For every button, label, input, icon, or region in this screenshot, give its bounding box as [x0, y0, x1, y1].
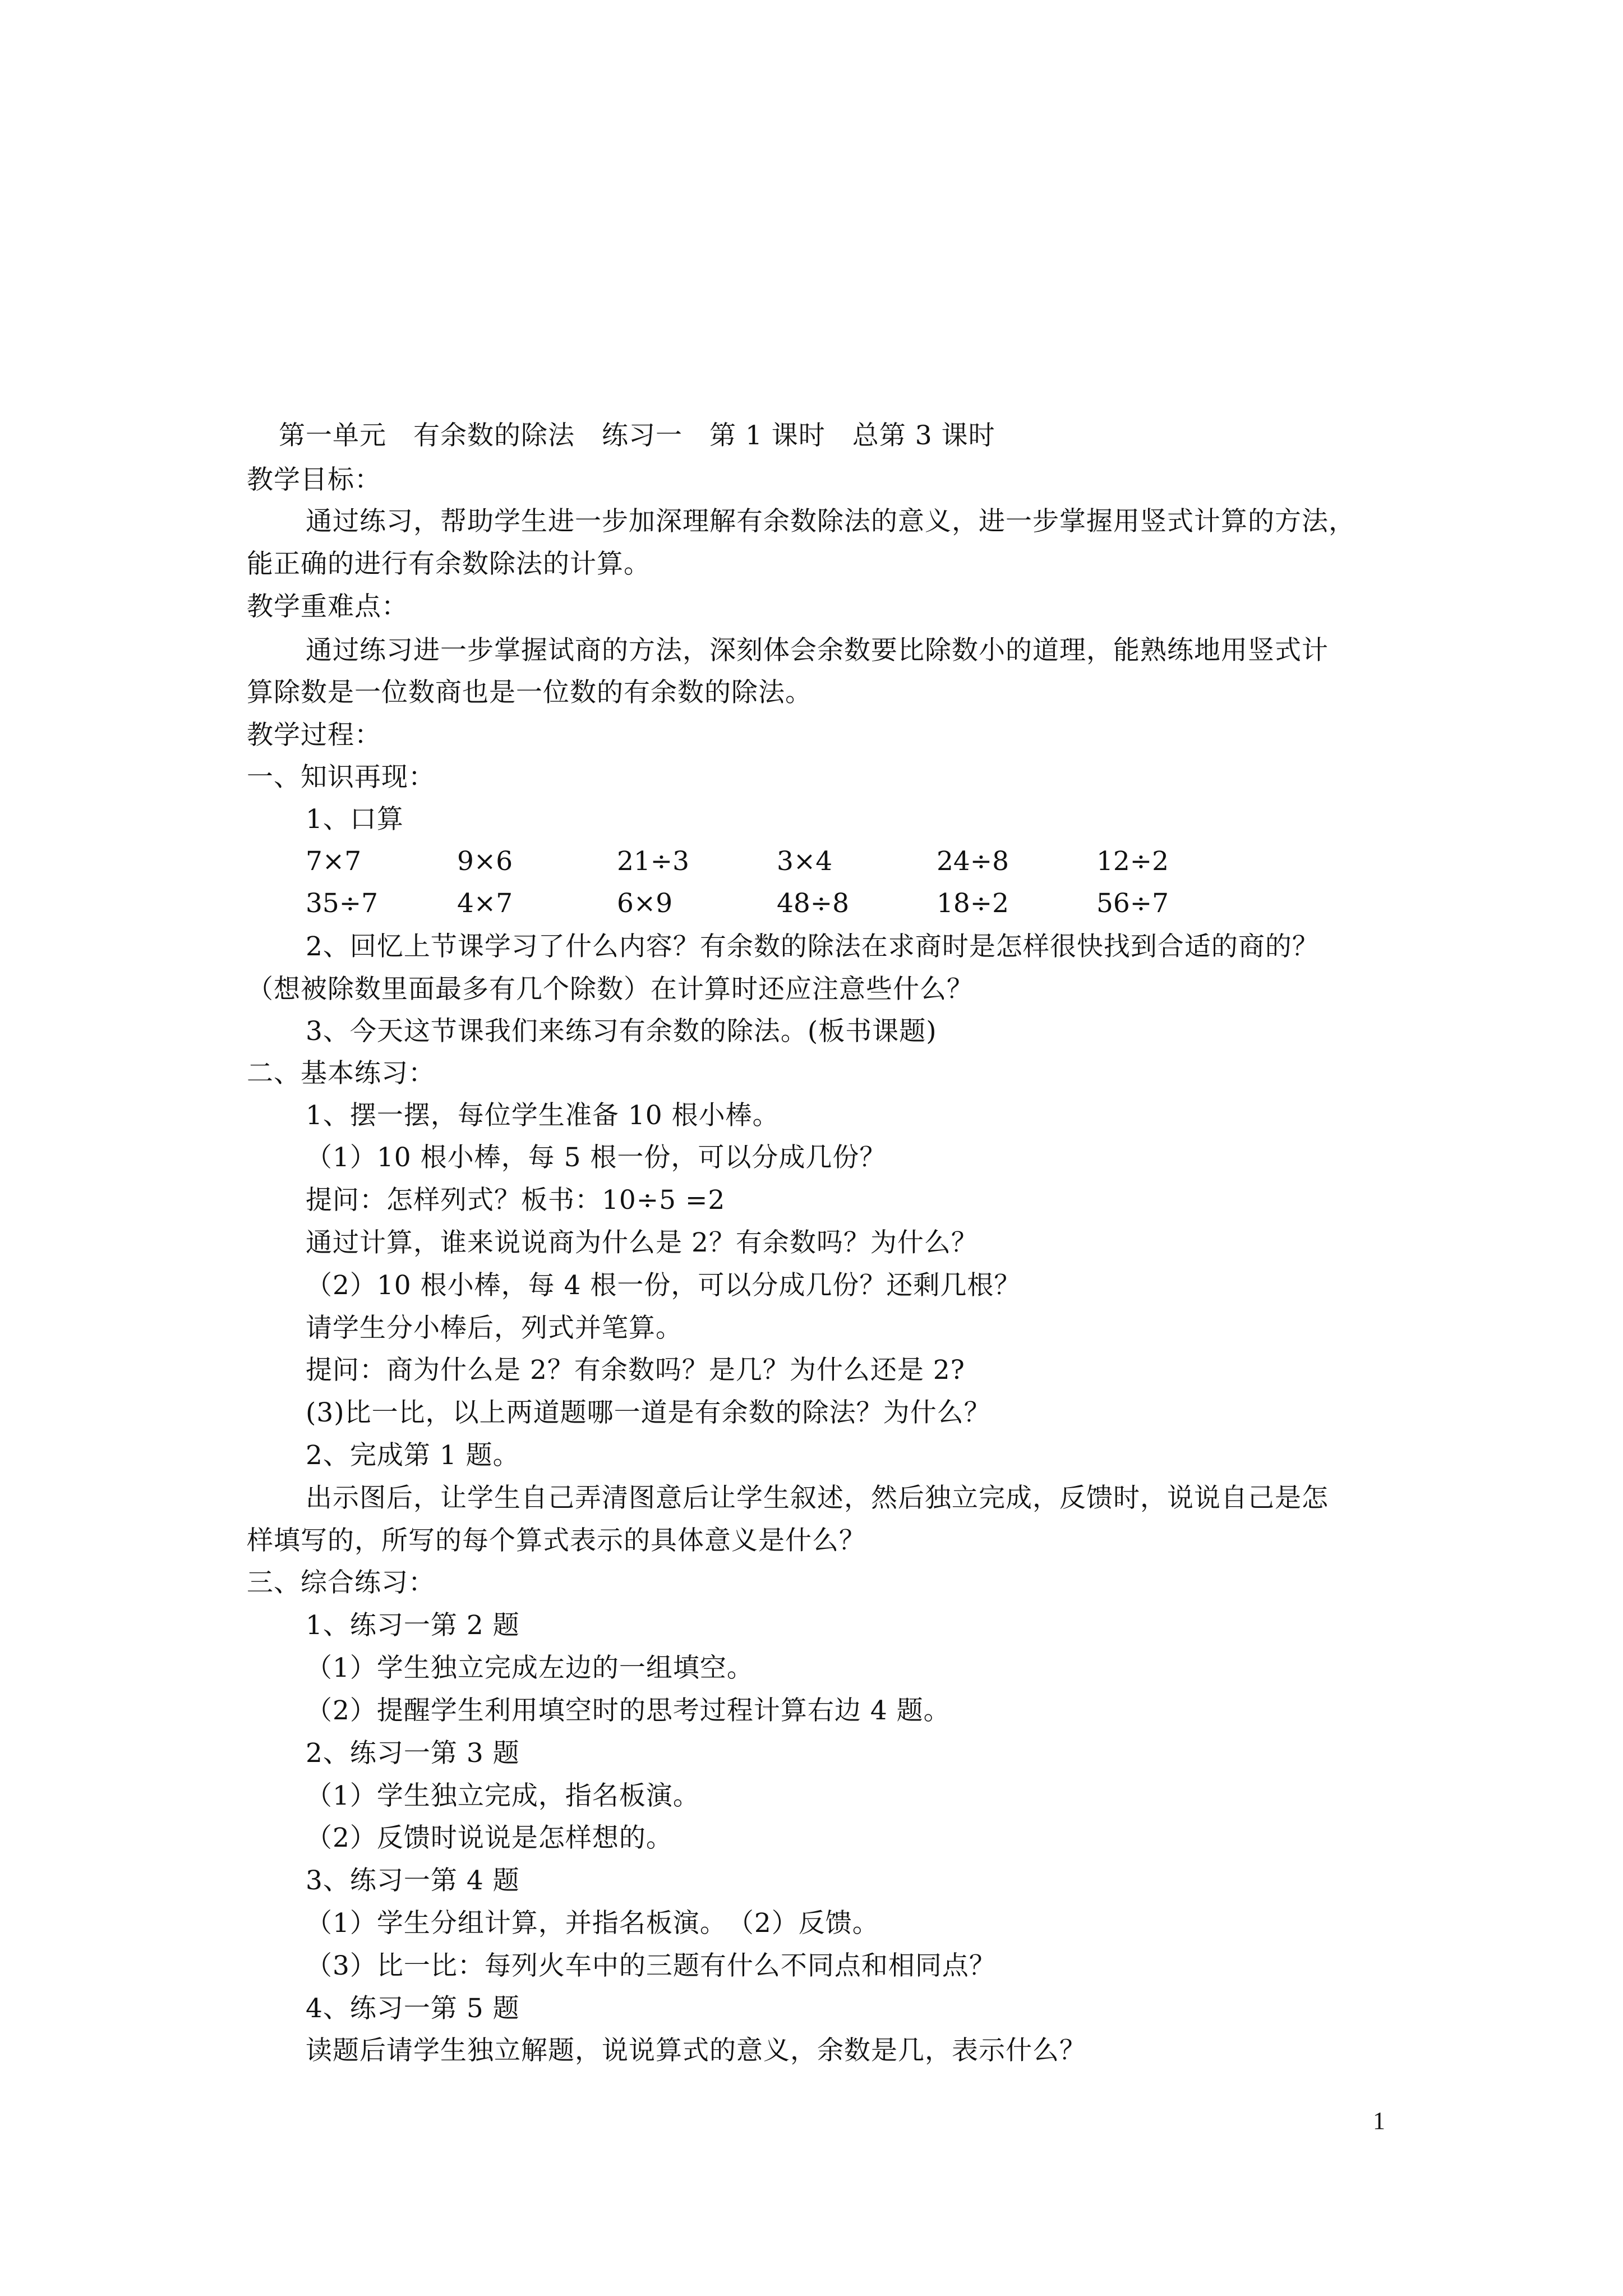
section-2-ask-3: 请学生分小棒后，列式并笔算。 [306, 1313, 683, 1343]
section-2-item-2-text-a: 出示图后，让学生自己弄清图意后让学生叙述，然后独立完成，反馈时，说说自己是怎 [306, 1483, 1329, 1513]
oral-problem: 35÷7 [306, 888, 379, 919]
oral-problem: 6×9 [617, 888, 673, 919]
key-points-heading: 教学重难点： [247, 591, 408, 622]
section-2-item-1: 1、摆一摆，每位学生准备 10 根小棒。 [306, 1100, 780, 1131]
lesson-title: 第一单元 有余数的除法 练习一 第 1 课时 总第 3 课时 [279, 420, 995, 451]
section-1-heading: 一、知识再现： [247, 762, 435, 793]
process-heading: 教学过程： [247, 720, 381, 751]
section-3-item-2a: （1）学生独立完成，指名板演。 [306, 1780, 700, 1811]
section-3-heading: 三、综合练习： [247, 1567, 435, 1598]
oral-problem: 21÷3 [617, 846, 690, 877]
section-3-item-3a: （1）学生分组计算，并指名板演。 （2）反馈。 [306, 1908, 879, 1939]
oral-problem: 24÷8 [937, 846, 1009, 877]
section-2-ask-4: 提问：商为什么是 2？有余数吗？是几？为什么还是 2? [306, 1355, 965, 1386]
section-2-sub-2: （2）10 根小棒，每 4 根一份，可以分成几份？还剩几根？ [306, 1270, 1021, 1301]
section-2-ask-1: 提问：怎样列式？板书：10÷5 =2 [306, 1185, 726, 1216]
section-3-item-1a: （1）学生独立完成左边的一组填空。 [306, 1653, 754, 1683]
section-3-item-3b: （3）比一比：每列火车中的三题有什么不同点和相同点？ [306, 1950, 996, 1981]
goals-text-2: 能正确的进行有余数除法的计算。 [247, 549, 651, 579]
section-2-sub-1: （1）10 根小棒，每 5 根一份，可以分成几份？ [306, 1142, 887, 1173]
section-3-item-1b: （2）提醒学生利用填空时的思考过程计算右边 4 题。 [306, 1695, 951, 1726]
goals-text-1: 通过练习，帮助学生进一步加深理解有余数除法的意义，进一步掌握用竖式计算的方法， [306, 506, 1355, 537]
section-2-sub-3: (3)比一比，以上两道题哪一道是有余数的除法？为什么？ [306, 1397, 991, 1428]
section-3-item-1: 1、练习一第 2 题 [306, 1610, 520, 1641]
section-1-item-1: 1、口算 [306, 804, 404, 835]
section-3-item-4: 4、练习一第 5 题 [306, 1993, 520, 2024]
goals-heading: 教学目标： [247, 464, 381, 495]
key-points-text-2: 算除数是一位数商也是一位数的有余数的除法。 [247, 677, 812, 708]
section-3-item-2: 2、练习一第 3 题 [306, 1738, 520, 1769]
oral-problem: 56÷7 [1096, 888, 1169, 919]
section-1-item-2a: 2、回忆上节课学习了什么内容？有余数的除法在求商时是怎样很快找到合适的商的？ [306, 931, 1319, 962]
oral-problem: 9×6 [457, 846, 513, 877]
section-2-item-2-text-b: 样填写的，所写的每个算式表示的具体意义是什么？ [247, 1525, 866, 1556]
section-2-heading: 二、基本练习： [247, 1058, 435, 1089]
section-2-ask-2: 通过计算，谁来说说商为什么是 2？有余数吗？为什么？ [306, 1227, 978, 1258]
section-3-item-2b: （2）反馈时说说是怎样想的。 [306, 1823, 673, 1853]
document-page [247, 0, 1380, 2296]
section-3-item-4-text: 读题后请学生独立解题，说说算式的意义，余数是几，表示什么？ [306, 2035, 1086, 2066]
oral-problem: 48÷8 [777, 888, 850, 919]
key-points-text-1: 通过练习进一步掌握试商的方法，深刻体会余数要比除数小的道理，能熟练地用竖式计 [306, 635, 1329, 666]
oral-problem: 3×4 [777, 846, 833, 877]
section-3-item-3: 3、练习一第 4 题 [306, 1865, 520, 1896]
section-2-item-2: 2、完成第 1 题。 [306, 1440, 520, 1471]
oral-problem: 4×7 [457, 888, 513, 919]
section-1-item-3: 3、今天这节课我们来练习有余数的除法。(板书课题) [306, 1016, 937, 1047]
oral-problem: 7×7 [306, 846, 362, 877]
section-1-item-2b: （想被除数里面最多有几个除数）在计算时还应注意些什么？ [247, 974, 974, 1005]
oral-problem: 18÷2 [937, 888, 1009, 919]
page-number: 1 [1373, 2107, 1385, 2134]
oral-problem: 12÷2 [1096, 846, 1169, 877]
